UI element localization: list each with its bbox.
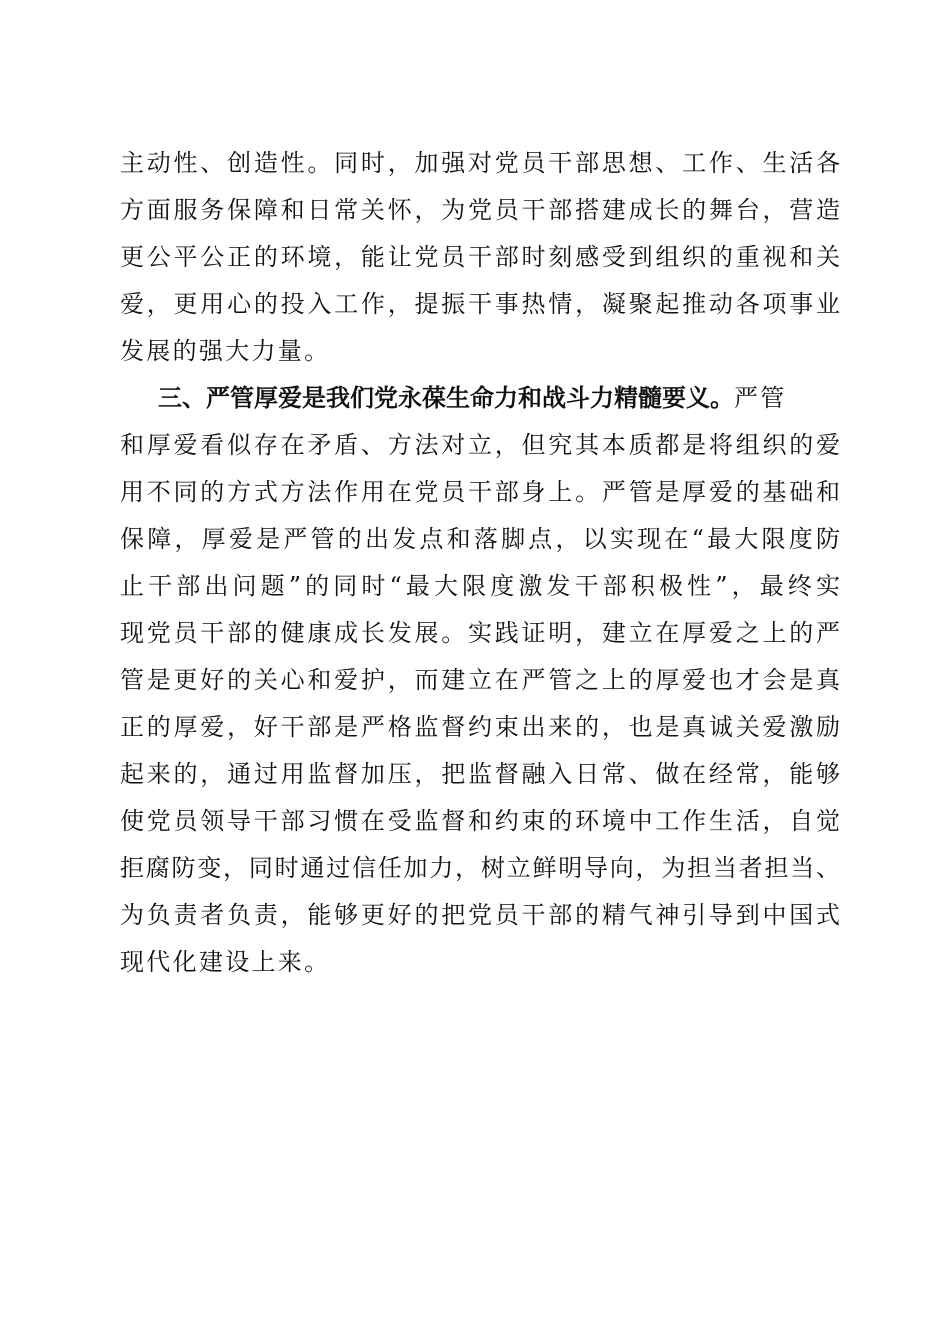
text-line: 发展的强大力量。 xyxy=(120,337,331,365)
text-line: 更公平公正的环境，能让党员干部时刻感受到组织的重视和关 xyxy=(120,243,840,271)
text-line: 使党员领导干部习惯在受监督和约束的环境中工作生活，自觉 xyxy=(120,807,840,835)
text-line: 拒腐防变，同时通过信任加力，树立鲜明导向，为担当者担当、 xyxy=(120,854,840,882)
text-line: 正的厚爱，好干部是严格监督约束出来的，也是真诚关爱激励 xyxy=(120,713,840,741)
text-line: 主动性、创造性。同时，加强对党员干部思想、工作、生活各 xyxy=(120,149,840,177)
section-heading: 三、严管厚爱是我们党永葆生命力和战斗力精髓要义。 xyxy=(158,384,734,412)
paragraph-2 xyxy=(120,375,840,986)
document-body xyxy=(120,140,840,986)
paragraph-1 xyxy=(120,140,840,375)
text-line: 止干部出问题”的同时“最大限度激发干部积极性”，最终实 xyxy=(120,572,840,600)
text-line: 起来的，通过用监督加压，把监督融入日常、做在经常，能够 xyxy=(120,760,840,788)
text-line: 保障，厚爱是严管的出发点和落脚点，以实现在“最大限度防 xyxy=(120,525,840,553)
text-fragment: 严管 xyxy=(734,384,787,412)
text-line: 管是更好的关心和爱护，而建立在严管之上的厚爱也才会是真 xyxy=(120,666,840,694)
text-line: 为负责者负责，能够更好的把党员干部的精气神引导到中国式 xyxy=(120,901,840,929)
text-line xyxy=(120,375,840,422)
text-line: 现党员干部的健康成长发展。实践证明，建立在厚爱之上的严 xyxy=(120,619,840,647)
text-line: 用不同的方式方法作用在党员干部身上。严管是厚爱的基础和 xyxy=(120,478,840,506)
text-line: 现代化建设上来。 xyxy=(120,948,331,976)
text-line: 方面服务保障和日常关怀，为党员干部搭建成长的舞台，营造 xyxy=(120,196,840,224)
text-line: 爱，更用心的投入工作，提振干事热情，凝聚起推动各项事业 xyxy=(120,290,840,318)
text-line: 和厚爱看似存在矛盾、方法对立，但究其本质都是将组织的爱 xyxy=(120,431,840,459)
